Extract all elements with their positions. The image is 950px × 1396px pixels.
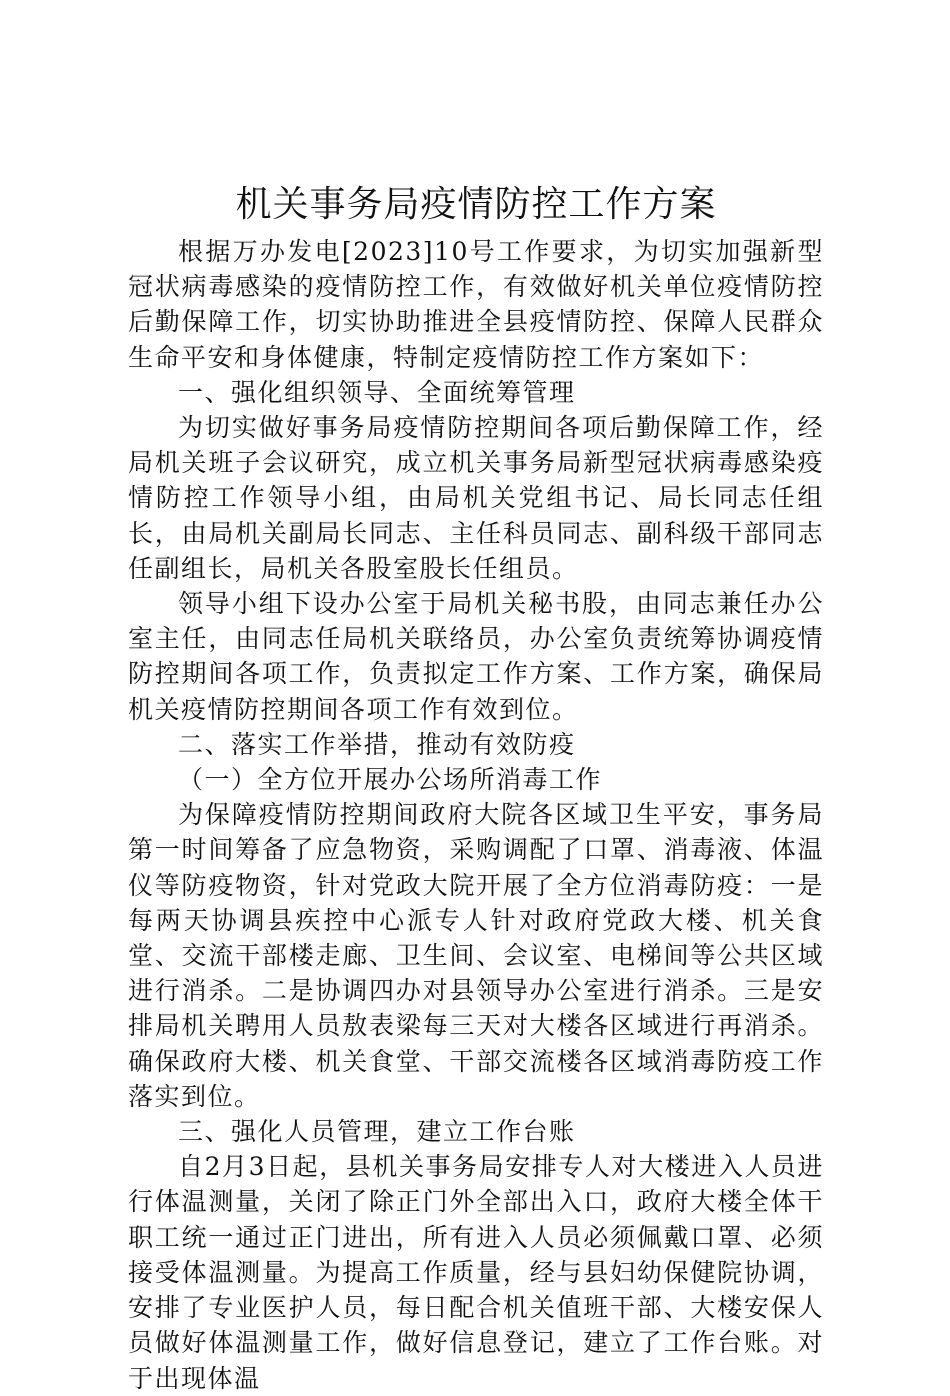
paragraph-personnel: 自2月3日起，县机关事务局安排专人对大楼进入人员进行体温测量，关闭了除正门外全部出入口，政府大楼全体干职工统一通过正门进出，所有进入人员必须佩戴口罩、必须接受体温测量。为提高工作质量，经与县妇幼保健院协调，安排了专业医护人员，每日配合机关值班干部、大楼安保人员做好体温测量工作，做好信息登记，建立了工作台账。对于出现体温: [128, 1152, 824, 1393]
paragraph-office: 领导小组下设办公室于局机关秘书股，由同志兼任办公室主任，由同志任局机关联络员，办公室负责统筹协调疫情防控期间各项工作，负责拟定工作方案、工作方案，确保局机关疫情防控期间各项工作有效到位。: [128, 589, 824, 724]
subsection-heading-1: （一）全方位开展办公场所消毒工作: [178, 765, 603, 795]
section-heading-1: 一、强化组织领导、全面统筹管理: [178, 377, 576, 407]
paragraph-leading-group: 为切实做好事务局疫情防控期间各项后勤保障工作，经局机关班子会议研究，成立机关事务局新型冠状病毒感染疫情防控工作领导小组，由局机关党组书记、局长同志任组长，由局机关副局长同志、主任科员同志、副科级干部同志任副组长，局机关各股室股长任组员。: [128, 413, 824, 583]
document-title: 机关事务局疫情防控工作方案: [235, 184, 717, 225]
section-heading-3: 三、强化人员管理，建立工作台账: [178, 1117, 576, 1147]
paragraph-disinfection: 为保障疫情防控期间政府大院各区域卫生平安，事务局第一时间筹备了应急物资，采购调配了口罩、消毒液、体温仪等防疫物资，针对党政大院开展了全方位消毒防疫：一是每两天协调县疾控中心派专人针对政府党政大楼、机关食堂、交流干部楼走廊、卫生间、会议室、电梯间等公共区域进行消杀。二是协调四办对县领导办公室进行消杀。三是安排局机关聘用人员敖表梁每三天对大楼各区域进行再消杀。确保政府大楼、机关食堂、干部交流楼各区域消毒防疫工作落实到位。: [128, 800, 824, 1111]
section-heading-2: 二、落实工作举措，推动有效防疫: [178, 729, 576, 759]
document-page: [128, 178, 824, 1396]
paragraph-intro: 根据万办发电[2023]10号工作要求，为切实加强新型冠状病毒感染的疫情防控工作，有效做好机关单位疫情防控后勤保障工作，切实协助推进全县疫情防控、保障人民群众生命平安和身体健康，特制定疫情防控工作方案如下：: [128, 237, 824, 372]
